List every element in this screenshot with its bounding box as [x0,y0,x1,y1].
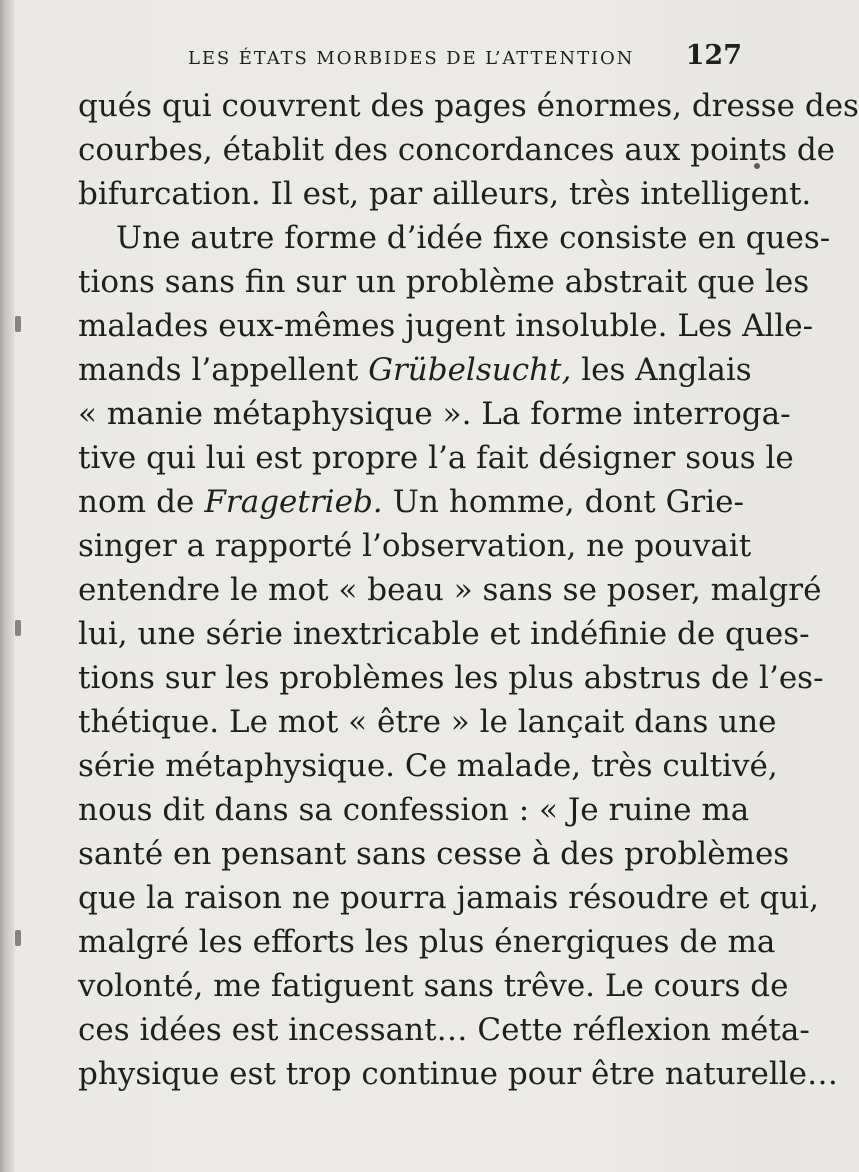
text-line [78,920,776,964]
text-line [78,524,752,568]
page-edge-mark [15,930,21,946]
text-segment: courbes, établit des concordances aux points de [78,132,836,168]
running-head: LES ÉTATS MORBIDES DE L’ATTENTION [188,48,635,69]
text-line [78,348,752,392]
text-segment: malades eux-mêmes jugent insoluble. Les Alle- [78,308,814,344]
text-line [78,172,812,216]
text-line [78,700,777,744]
body-text [78,84,859,1096]
text-segment: bifurcation. Il est, par ailleurs, très intelligent. [78,176,812,212]
text-line [78,744,778,788]
text-line [78,568,822,612]
text-line [78,832,790,876]
text-segment: « manie métaphysique ». La forme interroga- [78,396,791,432]
italic-term: Fragetrieb. [204,484,383,520]
text-line [78,480,744,524]
text-segment: série métaphysique. Ce malade, très cultivé, [78,748,778,784]
text-line [78,656,824,700]
text-segment: Un homme, dont Grie- [382,484,744,520]
page-number: 127 [685,40,742,71]
text-segment: nous dit dans sa confession : « Je ruine ma [78,792,750,828]
text-segment: lui, une série inextricable et indéfinie de ques- [78,616,810,652]
text-line [78,304,814,348]
text-segment: nom de [78,484,205,520]
text-segment: les Anglais [571,352,752,388]
text-segment: Une autre forme d’idée fixe consiste en ques- [116,220,831,256]
text-line [78,1008,810,1052]
page-header [0,38,800,78]
text-line [78,876,819,920]
page-edge-mark [15,316,21,332]
text-line [78,436,794,480]
text-segment: entendre le mot « beau » sans se poser, malgré [78,572,822,608]
text-line [78,612,810,656]
text-segment: santé en pensant sans cesse à des problèmes [78,836,790,872]
text-segment: qués qui couvrent des pages énormes, dresse des [78,88,859,124]
text-segment: tions sans fin sur un problème abstrait que les [78,264,810,300]
text-segment: que la raison ne pourra jamais résoudre et qui, [78,880,819,916]
text-line [78,392,791,436]
text-segment: malgré les efforts les plus énergiques de ma [78,924,776,960]
text-segment: thétique. Le mot « être » le lançait dans une [78,704,777,740]
text-segment: physique est trop continue pour être naturelle… [78,1056,839,1092]
text-segment: volonté, me fatiguent sans trêve. Le cours de [78,968,789,1004]
text-segment: tions sur les problèmes les plus abstrus de l’es- [78,660,824,696]
text-segment: tive qui lui est propre l’a fait désigner sous le [78,440,794,476]
text-line [78,1052,839,1096]
italic-term: Grübelsucht, [368,352,572,388]
page-edge-mark [15,620,21,636]
text-line [78,216,831,260]
text-segment: singer a rapporté l’observation, ne pouvait [78,528,752,564]
text-line [78,788,750,832]
text-line [78,84,859,128]
text-segment: mands l’appellent [78,352,369,388]
text-line [78,128,836,172]
text-segment: ces idées est incessant… Cette réflexion méta- [78,1012,810,1048]
text-line [78,964,789,1008]
page-spine-shadow [0,0,14,1172]
text-line [78,260,810,304]
